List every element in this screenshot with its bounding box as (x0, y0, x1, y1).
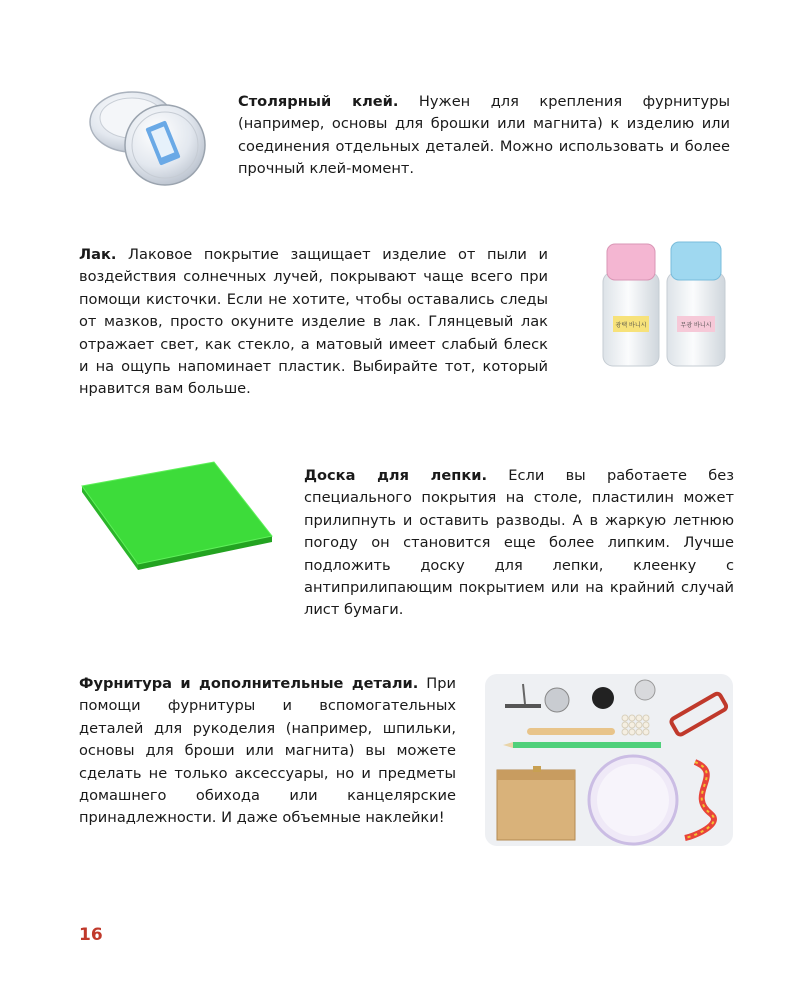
section-lacquer (79, 244, 548, 401)
svg-text:광택 바니시: 광택 바니시 (615, 322, 647, 329)
section-lacquer-title: Лак. (79, 246, 117, 263)
section-accessories-title: Фурнитура и дополнительные детали. (79, 675, 419, 692)
glue-jar-image (80, 80, 210, 190)
section-glue-body: Нужен для крепления фурнитуры (например, основы для брошки или магнита) к изделию или соединения отдельных деталей. Можно использовать и более прочный клей-момент. (238, 93, 730, 178)
lacquer-bottles-image (597, 236, 735, 370)
accessories-image (485, 674, 733, 846)
section-board (304, 465, 734, 622)
page-number: 16 (79, 925, 103, 945)
section-accessories-body: При помощи фурнитуры и вспомогательных деталей для рукоделия (например, шпильки, основы для броши или магнита) вы можете сделать не только аксессуары, но и предметы домашнего обихода или канцелярские принадлежности. И даже объемные наклейки! (79, 675, 456, 827)
section-lacquer-body: Лаковое покрытие защищает изделие от пыли и воздействия солнечных лучей, покрывают чаще всего при помощи кисточки. Если не хотите, чтобы оставались следы от мазков, просто окуните изделие в лак. Глянцевый лак отражает свет, как стекло, а матовый имеет слабый блеск и на ощупь напоминает пластик. Выбирайте тот, который нравится вам больше. (79, 246, 548, 398)
section-board-title: Доска для лепки. (304, 467, 488, 484)
section-glue (238, 91, 730, 181)
section-glue-title: Столярный клей. (238, 93, 399, 110)
svg-text:무광 바니시: 무광 바니시 (680, 322, 712, 329)
section-accessories (79, 673, 456, 830)
section-board-body: Если вы работаете без специального покрытия на столе, пластилин может прилипнуть и оставить разводы. А в жаркую летнюю погоду он становится еще более липким. Лучше подложить доску для лепки, клеенку с антиприлипающим покрытием или на крайний случай лист бумаги. (304, 467, 734, 619)
modeling-board-image (78, 460, 276, 572)
